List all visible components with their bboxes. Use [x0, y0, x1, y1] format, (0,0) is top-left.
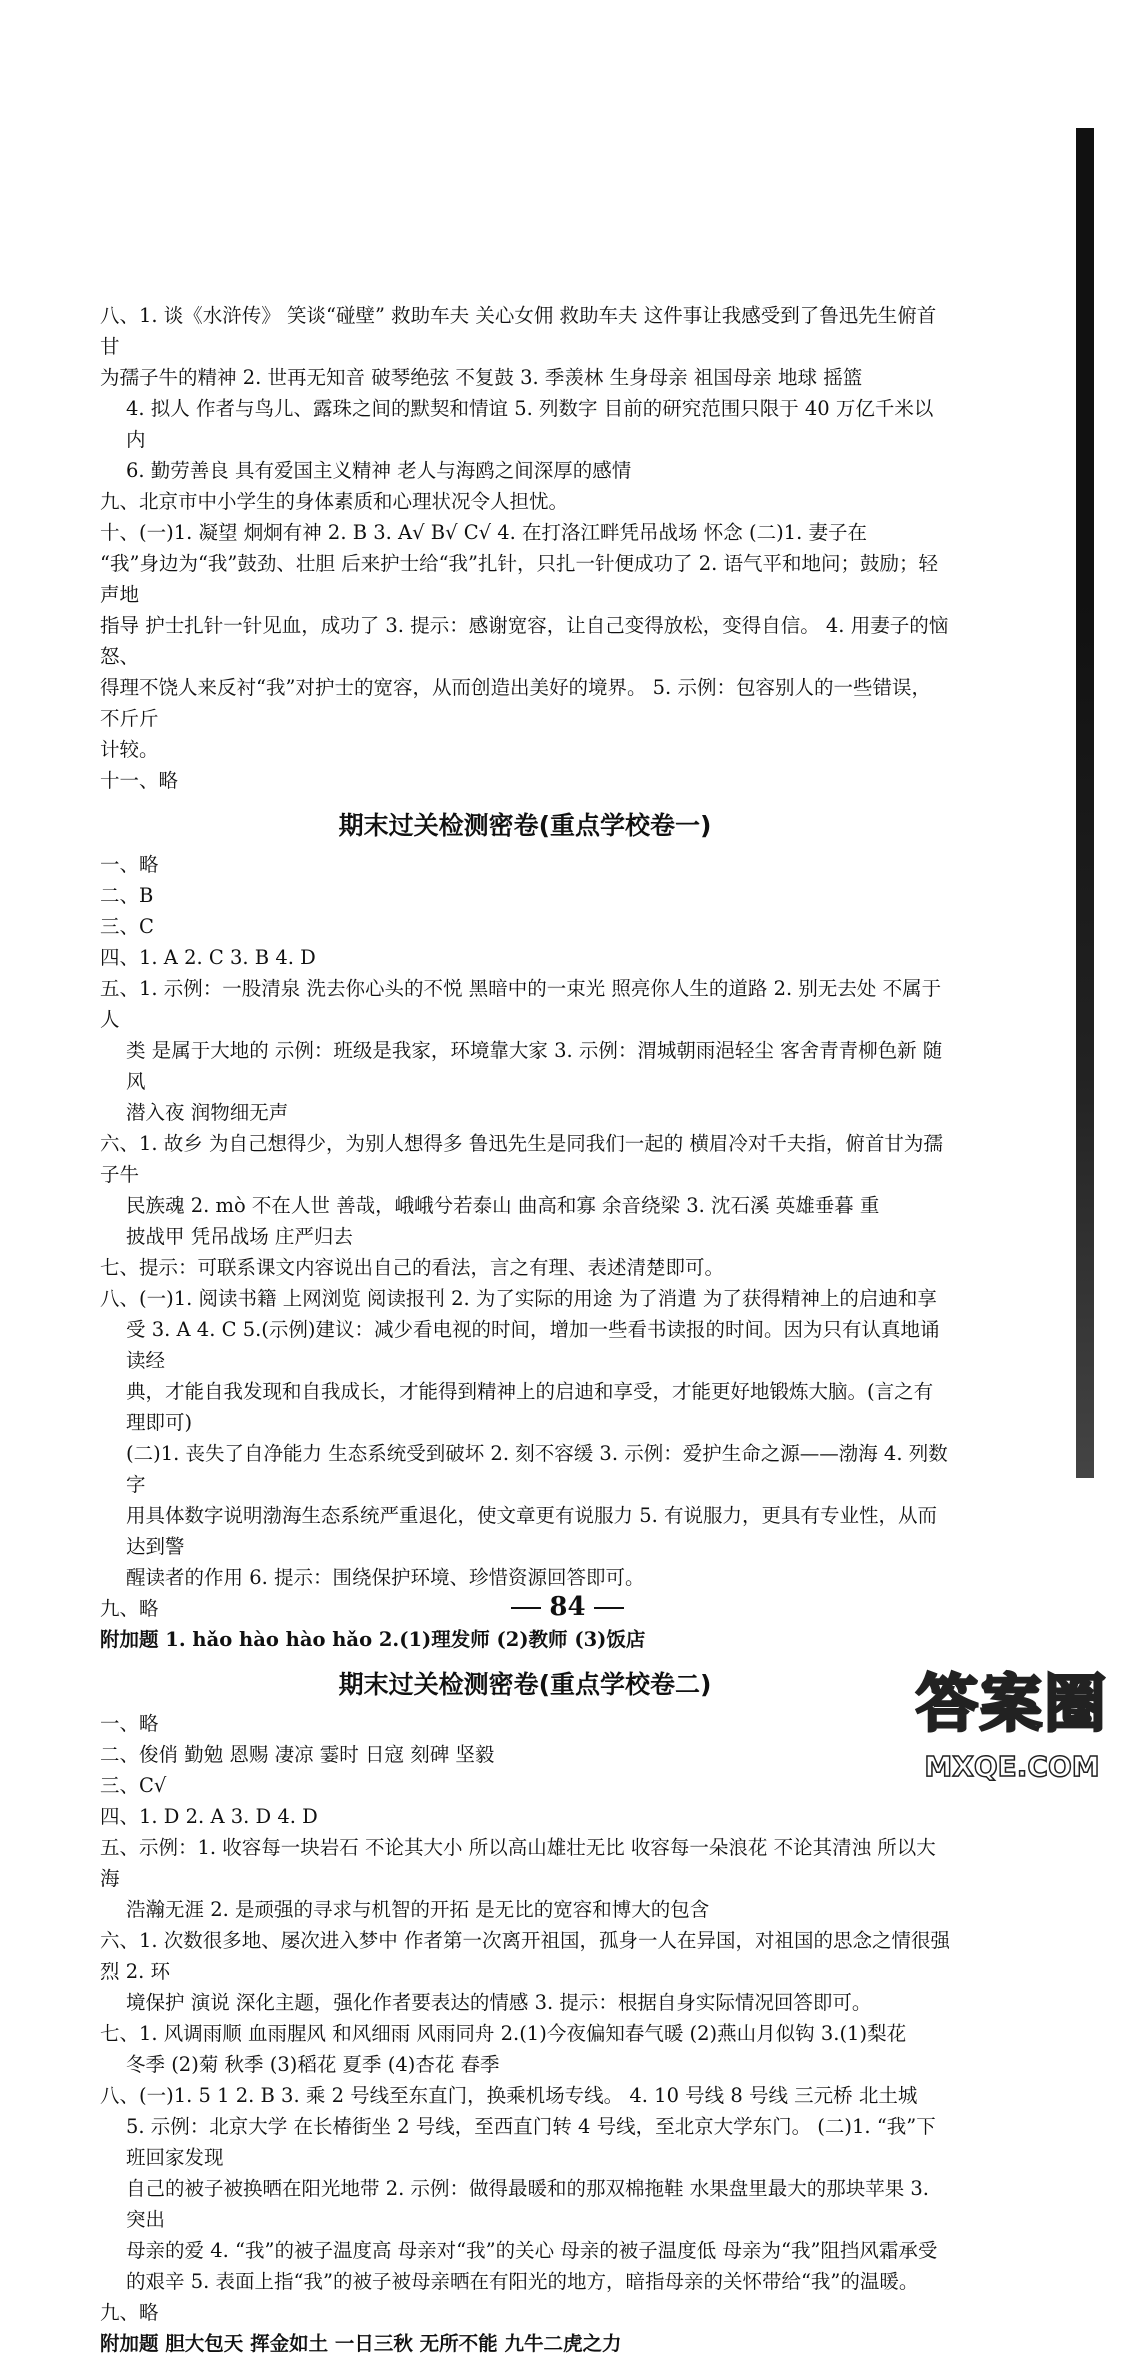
answer-line: 母亲的爱 4. “我”的被子温度高 母亲对“我”的关心 母亲的被子温度低 母亲为“我”阻挡风霜承受 [126, 2239, 938, 2262]
answer-line: 5. 示例：北京大学 在长椿街坐 2 号线，至西直门转 4 号线，至北京大学东门。 (二)1. “我”下班回家发现 [126, 2115, 936, 2169]
answer-line: 4. 拟人 作者与鸟儿、露珠之间的默契和情谊 5. 列数字 目前的研究范围只限于 40 万亿千米以内 [126, 397, 934, 451]
answer-line: 三、C√ [100, 1774, 167, 1797]
answer-line: 的艰辛 5. 表面上指“我”的被子被母亲晒在有阳光的地方，暗指母亲的关怀带给“我”的温暖。 [126, 2270, 919, 2293]
answer-line: 八、(一)1. 5 1 2. B 3. 乘 2 号线至东直门，换乘机场专线。 4. 10 号线 8 号线 三元桥 北土城 [100, 2084, 918, 2107]
answer-line: 四、1. D 2. A 3. D 4. D [100, 1805, 318, 1828]
answer-line: 民族魂 2. mò 不在人世 善哉，峨峨兮若泰山 曲高和寡 余音绕梁 3. 沈石溪 英雄垂暮 重 [126, 1194, 880, 1217]
answer-line: 八、1. 谈《水浒传》 笑谈“碰壁” 救助车夫 关心女佣 救助车夫 这件事让我感受到了鲁迅先生俯首甘 [100, 304, 937, 358]
answer-line: 典，才能自我发现和自我成长，才能得到精神上的启迪和享受，才能更好地锻炼大脑。(言之有理即可) [126, 1380, 934, 1434]
page-number-dash-right [594, 1607, 624, 1609]
answer-line: (二)1. 丧失了自净能力 生态系统受到破坏 2. 刻不容缓 3. 示例：爱护生命之源——渤海 4. 列数字 [126, 1442, 948, 1496]
answer-line: 为孺子牛的精神 2. 世再无知音 破琴绝弦 不复鼓 3. 季羡林 生身母亲 祖国母亲 地球 摇篮 [100, 366, 863, 389]
answer-line: 浩瀚无涯 2. 是顽强的寻求与机智的开拓 是无比的宽容和博大的包含 [126, 1898, 710, 1921]
answer-line: 指导 护士扎针一针见血，成功了 3. 提示：感谢宽容，让自己变得放松，变得自信。 4. 用妻子的恼怒、 [100, 614, 949, 668]
answer-line: 五、1. 示例：一股清泉 洗去你心头的不悦 黑暗中的一束光 照亮你人生的道路 2. 别无去处 不属于人 [100, 977, 942, 1031]
answer-line: “我”身边为“我”鼓劲、壮胆 后来护士给“我”扎针，只扎一针便成功了 2. 语气平和地问；鼓励；轻声地 [100, 552, 939, 606]
answer-line: 九、略 [100, 2301, 159, 2324]
answer-line: 类 是属于大地的 示例：班级是我家，环境靠大家 3. 示例：渭城朝雨浥轻尘 客舍青青柳色新 随风 [126, 1039, 943, 1093]
answer-line: 七、提示：可联系课文内容说出自己的看法，言之有理、表述清楚即可。 [100, 1256, 725, 1279]
answer-line: 受 3. A 4. C 5.(示例)建议：减少看电视的时间，增加一些看书读报的时间。因为只有认真地诵读经 [126, 1318, 940, 1372]
answer-line: 九、略 [100, 1597, 159, 1620]
answer-line: 九、北京市中小学生的身体素质和心理状况令人担忧。 [100, 490, 569, 513]
answer-line: 六、1. 次数很多地、屡次进入梦中 作者第一次离开祖国，孤身一人在异国，对祖国的思念之情很强烈 2. 环 [100, 1929, 951, 1983]
answer-line: 用具体数字说明渤海生态系统严重退化，使文章更有说服力 5. 有说服力，更具有专业性，从而达到警 [126, 1504, 938, 1558]
answer-line: 六、1. 故乡 为自己想得少，为别人想得多 鲁迅先生是同我们一起的 横眉冷对千夫指，俯首甘为孺子牛 [100, 1132, 943, 1186]
answer-line: 冬季 (2)菊 秋季 (3)稻花 夏季 (4)杏花 春季 [126, 2053, 500, 2076]
answer-line: 潜入夜 润物细无声 [126, 1101, 289, 1124]
answer-line: 6. 勤劳善良 具有爱国主义精神 老人与海鸥之间深厚的感情 [126, 459, 632, 482]
answer-line: 自己的被子被换晒在阳光地带 2. 示例：做得最暖和的那双棉拖鞋 水果盘里最大的那块苹果 3. 突出 [126, 2177, 930, 2231]
answer-line: 十一、略 [100, 769, 179, 792]
answer-line: 二、B [100, 884, 154, 907]
page-number [0, 1592, 1135, 1622]
page-number-dash-left [511, 1607, 541, 1609]
answer-line: 披战甲 凭吊战场 庄严归去 [126, 1225, 353, 1248]
watermark-logo-text: 答案圈 [915, 1667, 1108, 1740]
watermark-url-text: MXQE.COM [924, 1750, 1100, 1783]
answer-line: 三、C [100, 915, 154, 938]
answer-line: 五、示例：1. 收容每一块岩石 不论其大小 所以高山雄壮无比 收容每一朵浪花 不论其清浊 所以大海 [100, 1836, 936, 1890]
answer-line: 八、(一)1. 阅读书籍 上网浏览 阅读报刊 2. 为了实际的用途 为了消遣 为了获得精神上的启迪和享 [100, 1287, 937, 1310]
answer-line: 一、略 [100, 1712, 159, 1735]
scan-edge-bar [1076, 128, 1094, 1478]
answer-line: 得理不饶人来反衬“我”对护士的宽容，从而创造出美好的境界。 5. 示例：包容别人的一些错误，不斤斤 [100, 676, 931, 730]
section-title-2: 期末过关检测密卷(重点学校卷二) [338, 1670, 712, 1699]
bonus-question-line: 附加题 1. hǎo hào hào hǎo 2.(1)理发师 (2)教师 (3)饭店 [100, 1628, 646, 1651]
answer-line: 境保护 演说 深化主题，强化作者要表达的情感 3. 提示：根据自身实际情况回答即可。 [126, 1991, 872, 2014]
answer-line: 四、1. A 2. C 3. B 4. D [100, 946, 316, 969]
section-title-1: 期末过关检测密卷(重点学校卷一) [338, 811, 712, 840]
answer-line: 二、俊俏 勤勉 恩赐 凄凉 霎时 日寇 刻碑 坚毅 [100, 1743, 495, 1766]
bonus-question-line: 附加题 胆大包天 挥金如土 一日三秋 无所不能 九牛二虎之力 [100, 2332, 622, 2355]
page-number-text: 84 [549, 1592, 586, 1622]
answer-line: 一、略 [100, 853, 159, 876]
top-answers-block [100, 300, 950, 796]
answer-line: 醒读者的作用 6. 提示：围绕保护环境、珍惜资源回答即可。 [126, 1566, 645, 1589]
answer-line: 十、(一)1. 凝望 炯炯有神 2. B 3. A√ B√ C√ 4. 在打洛江畔凭吊战场 怀念 (二)1. 妻子在 [100, 521, 867, 544]
answer-line: 计较。 [100, 738, 159, 761]
section-2-answers [100, 1708, 950, 2359]
answer-content [100, 300, 950, 2359]
answer-line: 七、1. 风调雨顺 血雨腥风 和风细雨 风雨同舟 2.(1)今夜偏知春气暖 (2)燕山月似钩 3.(1)梨花 [100, 2022, 907, 2045]
watermark-logo [907, 1658, 1117, 1788]
section-1-answers [100, 849, 950, 1655]
